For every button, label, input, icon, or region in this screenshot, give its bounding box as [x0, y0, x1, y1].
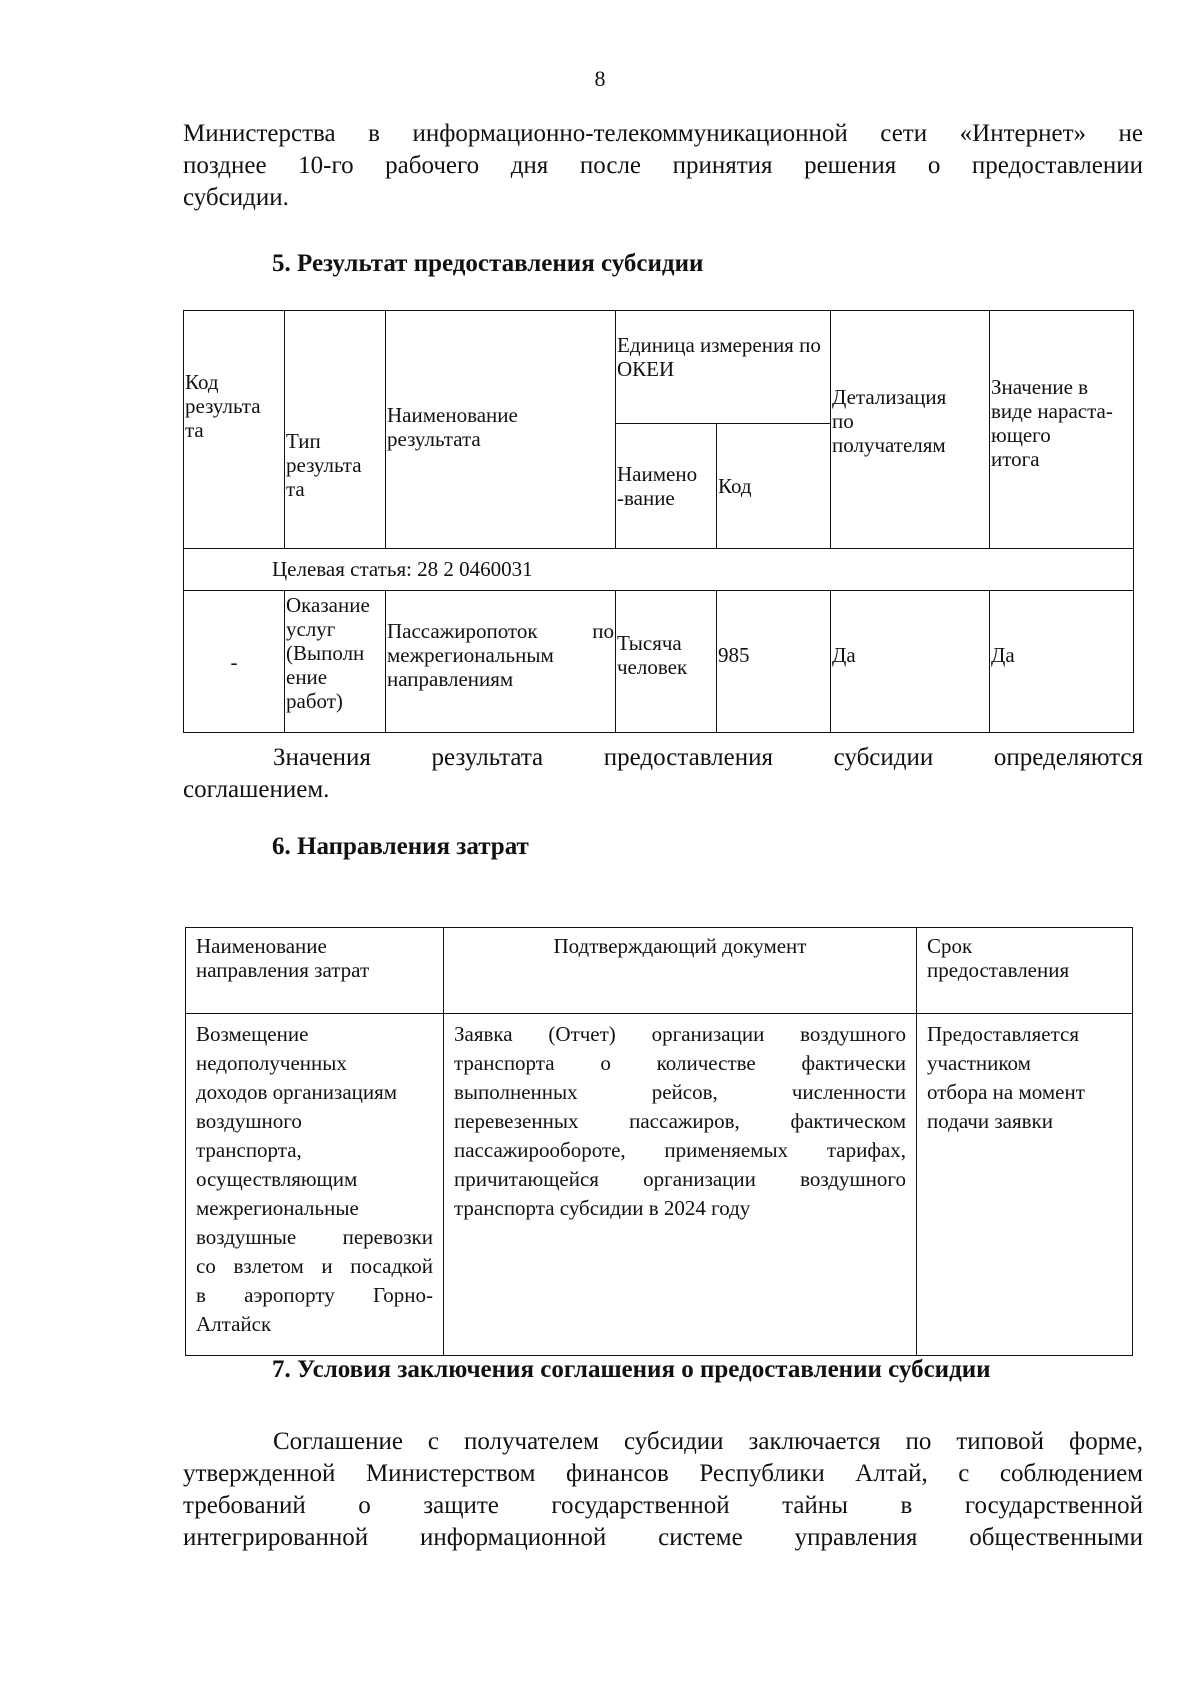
row-detail: Да	[831, 591, 990, 733]
row-unit-name: Тысяча человек	[616, 591, 717, 733]
header-unit-name: Наимено -вание	[616, 424, 717, 549]
intro-paragraph	[183, 118, 1143, 214]
results-note-line-1: Значения результата предоставления субсидии определяются	[273, 744, 1143, 771]
row-unit-code: 985	[717, 591, 831, 733]
section-7-line-2: утвержденной Министерством финансов Республики Алтай, с соблюдением	[183, 1460, 1143, 1487]
header-document: Подтверждающий документ	[444, 928, 917, 1014]
section-7-line-3: требований о защите государственной тайны в государственной	[183, 1492, 1143, 1519]
row-term: Предоставляется участником отбора на момент подачи заявки	[917, 1014, 1133, 1356]
section-7-line-1: Соглашение с получателем субсидии заключается по типовой форме,	[273, 1428, 1143, 1455]
target-article: Целевая статья: 28 2 0460031	[184, 549, 1134, 591]
row-type: Оказание услуг (Выполн ение работ)	[285, 591, 386, 733]
section-6-heading: 6. Направления затрат	[272, 833, 529, 860]
row-document: Заявка (Отчет) организации воздушного транспорта о количестве фактически выполненных рейсов, численности перевезенных пассажиров, фактическом пассажирообороте, применяемых тарифах, причитающейся организации воздушного транспорта субсидии в 2024 году	[444, 1014, 917, 1356]
header-type: Тип результа та	[285, 311, 386, 549]
intro-line-1: Министерства в информационно-телекоммуникационной сети «Интернет» не	[183, 120, 1143, 147]
header-unit-okei: Единица измерения по ОКЕИ	[616, 311, 831, 424]
section-7-heading: 7. Условия заключения соглашения о предоставлении субсидии	[272, 1356, 991, 1383]
results-note-line-2: соглашением.	[183, 776, 330, 803]
results-note	[183, 742, 1143, 806]
section-5-heading: 5. Результат предоставления субсидии	[272, 250, 704, 277]
header-name: Наименование результата	[386, 311, 616, 549]
expenses-table	[185, 927, 1133, 1356]
header-term: Срок предоставления	[917, 928, 1133, 1014]
row-cumulative: Да	[990, 591, 1134, 733]
results-table	[183, 310, 1134, 733]
header-cumulative: Значение в виде нараста- ющего итога	[990, 311, 1134, 549]
header-unit-code: Код	[717, 424, 831, 549]
header-code: Код результа та	[184, 311, 285, 549]
header-direction: Наименование направления затрат	[186, 928, 444, 1014]
header-detail: Детализация по получателям	[831, 311, 990, 549]
row-name: Пассажиропоток по межрегиональным направлениям	[386, 591, 616, 733]
row-code: -	[184, 591, 285, 733]
intro-line-2: позднее 10-го рабочего дня после принятия решения о предоставлении	[183, 152, 1143, 179]
section-7-line-4: интегрированной информационной системе управления общественными	[183, 1524, 1143, 1551]
row-direction: Возмещение недополученных доходов организациям воздушного транспорта, осуществляющим межрегиональные воздушные перевозки со взлетом и посадкой в аэропорту Горно- Алтайск	[186, 1014, 444, 1356]
intro-line-3: субсидии.	[183, 184, 289, 211]
section-7-paragraph	[183, 1426, 1143, 1554]
page-number: 8	[594, 66, 606, 91]
